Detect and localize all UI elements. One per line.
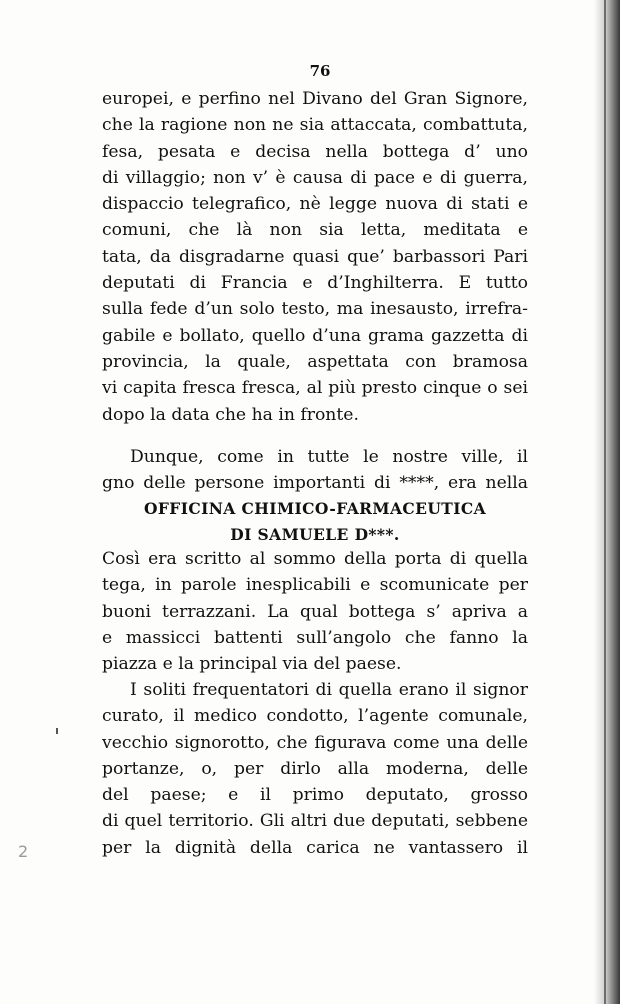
pencil-margin-mark: 2	[18, 842, 29, 861]
text-line: sulla fede d’un solo testo, ma inesausto, irrefra-	[102, 299, 528, 320]
text-line: dopo la data che ha in fronte.	[102, 404, 359, 425]
text-line: del paese; e il primo deputato, grosso	[102, 785, 528, 806]
paragraph-2	[102, 444, 528, 497]
paragraph-1	[102, 86, 528, 428]
text-line: tata, da disgradarne quasi que’ barbassori Pari	[102, 246, 528, 267]
paragraph-4	[102, 677, 528, 861]
text-line: di villaggio; non v’ è causa di pace e di guerra,	[102, 167, 528, 188]
text-line: vi capita fresca fresca, al più presto cinque o sei	[102, 378, 528, 399]
text-line: curato, il medico condotto, l’agente comunale,	[102, 706, 528, 727]
text-line: I soliti frequentatori di quella erano il signor	[130, 680, 528, 700]
text-line: comuni, che là non sia letta, meditata e	[102, 220, 528, 241]
text-line: che la ragione non ne sia attaccata, combattuta,	[102, 115, 528, 136]
text-line: fesa, pesata e decisa nella bottega d’ uno	[102, 141, 528, 162]
paragraph-3	[102, 546, 528, 677]
text-line: gabile e bollato, quello d’una grama gazzetta di	[102, 325, 528, 346]
margin-speck	[56, 728, 58, 734]
text-line: piazza e la principal via del paese.	[102, 654, 402, 675]
text-line: di quel territorio. Gli altri due deputati, sebbene	[102, 811, 528, 832]
text-line: Così era scritto al sommo della porta di quella	[102, 549, 528, 569]
page-edge-shadow	[594, 0, 620, 1004]
page-edge-line	[604, 0, 606, 1004]
text-line: e massicci battenti sull’angolo che fanno la	[102, 627, 528, 648]
text-line: gno delle persone importanti di ****, era nella	[102, 473, 528, 494]
text-line: Dunque, come in tutte le nostre ville, il	[130, 447, 528, 467]
shop-sign-heading-line-1: OFFICINA CHIMICO-FARMACEUTICA	[143, 499, 487, 518]
shop-sign-heading-line-2: DI SAMUELE D***.	[230, 525, 400, 544]
text-line: tega, in parole inesplicabili e scomunicate per	[102, 575, 528, 596]
text-line: per la dignità della carica ne vantassero il	[102, 837, 528, 858]
text-line: europei, e perfino nel Divano del Gran Signore,	[102, 89, 528, 109]
text-line: provincia, la quale, aspettata con bramosa	[102, 351, 528, 372]
text-line: dispaccio telegrafico, nè legge nuova di stati e	[102, 194, 528, 215]
text-line: buoni terrazzani. La qual bottega s’ apriva a	[102, 601, 528, 622]
text-line: deputati di Francia e d’Inghilterra. E tutto	[102, 273, 528, 294]
text-line: vecchio signorotto, che figurava come una delle	[102, 732, 528, 753]
text-line: portanze, o, per dirlo alla moderna, delle	[102, 758, 528, 779]
page-number: 76	[309, 62, 331, 80]
